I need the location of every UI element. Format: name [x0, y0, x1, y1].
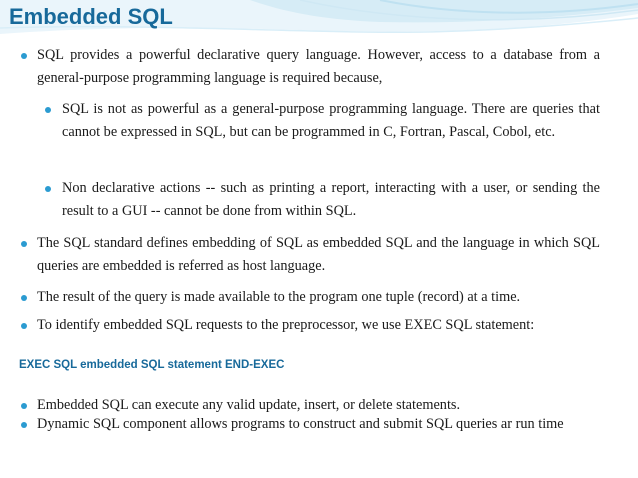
- bullet-icon: [21, 403, 27, 409]
- bullet-icon: [21, 422, 27, 428]
- bullet-icon: [21, 241, 27, 247]
- bullet-text: SQL is not as powerful as a general-purpose programming language. There are queries that cannot be expressed in SQL, but can be programmed in C, Fortran, Pascal, Cobol, etc.: [62, 101, 600, 140]
- bullet-icon: [45, 107, 51, 113]
- bullet-icon: [21, 323, 27, 329]
- bullet-icon: [45, 186, 51, 192]
- bullet-text: SQL provides a powerful declarative query language. However, access to a database from a general-purpose programming language is required because,: [37, 47, 600, 86]
- bullet-text: To identify embedded SQL requests to the preprocessor, we use EXEC SQL statement:: [37, 317, 535, 333]
- bullet-item: [37, 286, 600, 309]
- bullet-text: The result of the query is made available to the program one tuple (record) at a time.: [37, 289, 521, 305]
- bullet-text: Dynamic SQL component allows programs to construct and submit SQL queries ar run time: [37, 416, 564, 432]
- bullet-text: The SQL standard defines embedding of SQL as embedded SQL and the language in which SQL queries are embedded is referred as host language.: [37, 235, 600, 274]
- exec-sql-statement: EXEC SQL embedded SQL statement END-EXEC: [19, 359, 285, 371]
- sub-bullet-item: [62, 98, 600, 144]
- bullet-item: [37, 232, 600, 278]
- sub-bullet-item: [62, 177, 600, 223]
- bullet-item: [37, 413, 600, 436]
- slide-title: Embedded SQL: [9, 4, 173, 29]
- bullet-text: Embedded SQL can execute any valid update, insert, or delete statements.: [37, 397, 461, 413]
- bullet-item: [37, 44, 600, 90]
- bullet-icon: [21, 295, 27, 301]
- bullet-item: [37, 314, 600, 337]
- bullet-text: Non declarative actions -- such as printing a report, interacting with a user, or sending the result to a GUI -- cannot be done from within SQL.: [62, 180, 600, 219]
- bullet-icon: [21, 53, 27, 59]
